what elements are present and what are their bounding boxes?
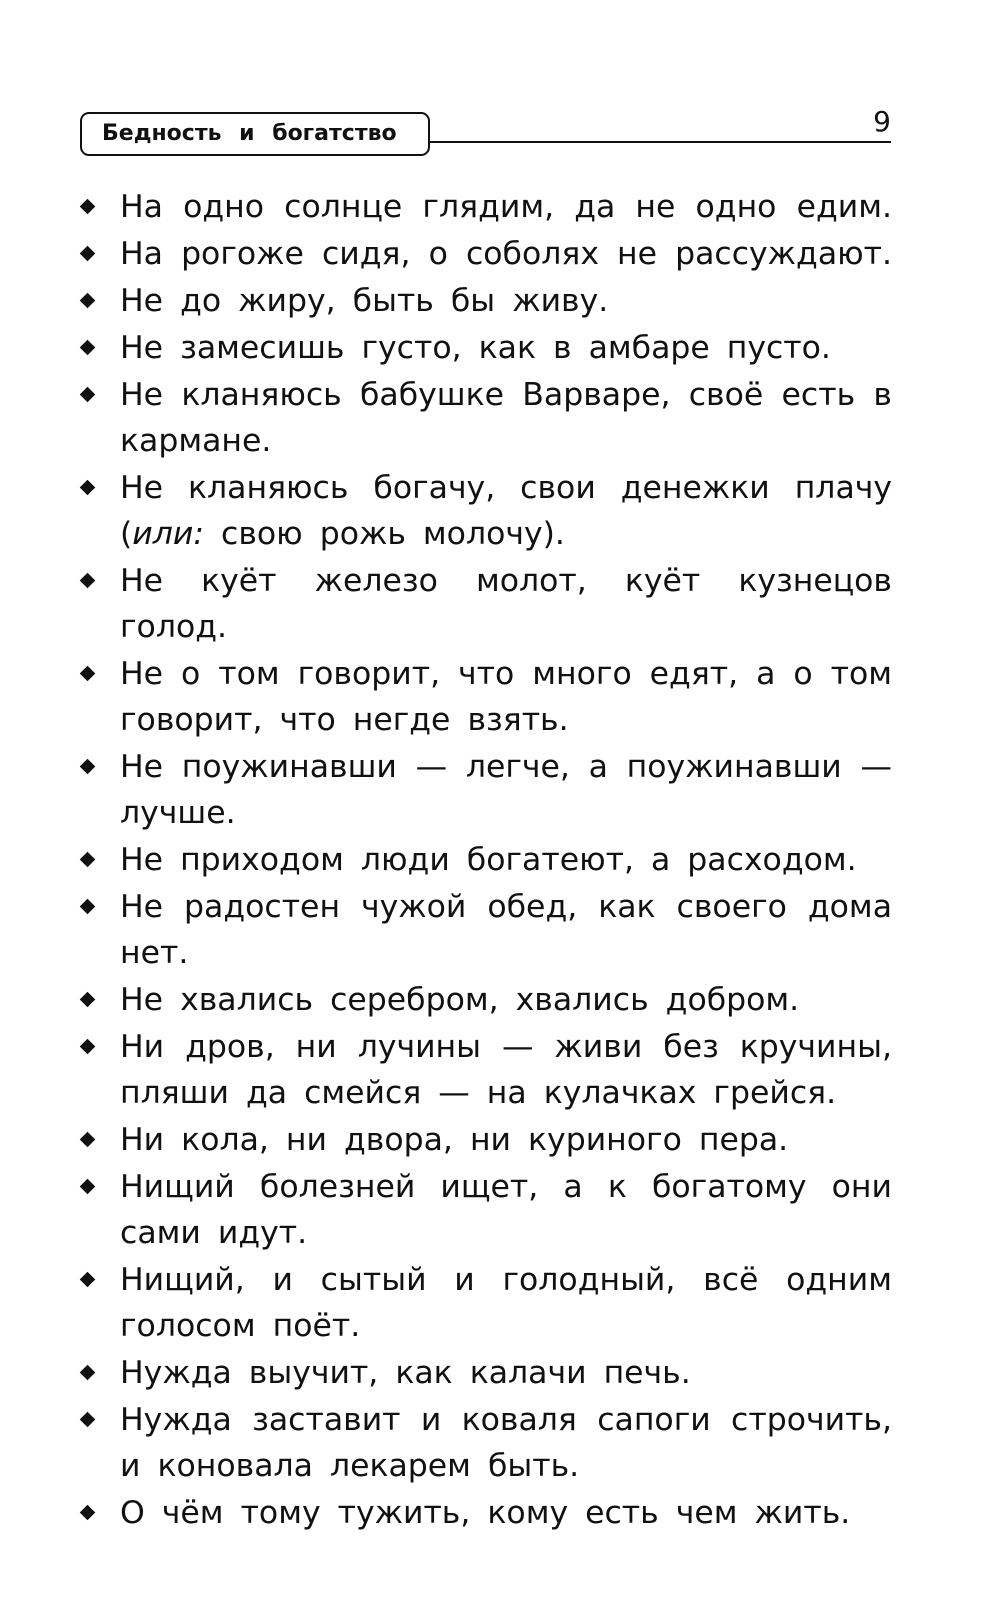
diamond-bullet-icon bbox=[80, 199, 96, 215]
proverb-text: Не хвались серебром, хвались добром. bbox=[120, 982, 800, 1018]
diamond-bullet-icon bbox=[80, 1039, 96, 1055]
diamond-bullet-icon bbox=[80, 899, 96, 915]
proverb-text: Нищий болезней ищет, а к богатому они сами идут. bbox=[120, 1169, 892, 1251]
proverb-text: О чём тому тужить, кому есть чем жить. bbox=[120, 1495, 851, 1531]
diamond-bullet-icon bbox=[80, 340, 96, 356]
section-title: Бедность и богатство bbox=[80, 112, 430, 156]
diamond-bullet-icon bbox=[80, 293, 96, 309]
proverb-alt-text: свою рожь молочу). bbox=[204, 516, 565, 552]
proverb-item bbox=[80, 372, 892, 464]
proverb-item bbox=[80, 651, 892, 743]
proverb-text: На одно солнце глядим, да не одно едим. bbox=[120, 189, 892, 225]
diamond-bullet-icon bbox=[80, 992, 96, 1008]
proverb-item bbox=[80, 231, 892, 277]
proverb-text: Нужда заставит и коваля сапоги строчить, и коновала лекарем быть. bbox=[120, 1402, 892, 1484]
proverb-text: Не куёт железо молот, куёт кузнецов голод. bbox=[120, 563, 892, 645]
proverb-item bbox=[80, 1257, 892, 1349]
proverb-alt-label: или: bbox=[132, 516, 204, 552]
proverb-text: На рогоже сидя, о соболях не рассуждают. bbox=[120, 236, 892, 272]
proverb-item bbox=[80, 1024, 892, 1116]
proverb-item bbox=[80, 278, 892, 324]
diamond-bullet-icon bbox=[80, 1132, 96, 1148]
diamond-bullet-icon bbox=[80, 480, 96, 496]
proverb-item bbox=[80, 1117, 892, 1163]
proverb-text: Не замесишь густо, как в амбаре пусто. bbox=[120, 330, 831, 366]
proverb-item bbox=[80, 1350, 892, 1396]
proverb-item bbox=[80, 465, 892, 557]
proverb-item bbox=[80, 1164, 892, 1256]
proverb-item bbox=[80, 744, 892, 836]
proverb-text: Не до жиру, быть бы живу. bbox=[120, 283, 609, 319]
diamond-bullet-icon bbox=[80, 759, 96, 775]
proverb-text: Не кланяюсь бабушке Варваре, своё есть в кармане. bbox=[120, 377, 892, 459]
proverb-text: Не кланяюсь богачу, свои денежки плачу bbox=[120, 470, 892, 506]
proverb-item bbox=[80, 1397, 892, 1489]
diamond-bullet-icon bbox=[80, 1365, 96, 1381]
proverb-text: Ни дров, ни лучины — живи без кручины, пляши да смейся — на кулачках грейся. bbox=[120, 1029, 892, 1111]
diamond-bullet-icon bbox=[80, 666, 96, 682]
diamond-bullet-icon bbox=[80, 246, 96, 262]
diamond-bullet-icon bbox=[80, 852, 96, 868]
proverb-text: Нищий, и сытый и голодный, всё одним голосом поёт. bbox=[120, 1262, 892, 1344]
diamond-bullet-icon bbox=[80, 1272, 96, 1288]
diamond-bullet-icon bbox=[80, 573, 96, 589]
diamond-bullet-icon bbox=[80, 1179, 96, 1195]
proverb-text: Нужда выучит, как калачи печь. bbox=[120, 1355, 691, 1391]
proverb-item bbox=[80, 558, 892, 650]
proverb-item bbox=[80, 884, 892, 976]
running-header bbox=[80, 105, 891, 160]
page-number: 9 bbox=[873, 105, 891, 138]
proverb-text: Не радостен чужой обед, как своего дома нет. bbox=[120, 889, 892, 971]
proverb-alt-open: ( bbox=[120, 516, 133, 552]
diamond-bullet-icon bbox=[80, 1412, 96, 1428]
proverb-text: Не о том говорит, что много едят, а о том говорит, что негде взять. bbox=[120, 656, 892, 738]
proverb-item bbox=[80, 1490, 892, 1536]
proverb-text: Не приходом люди богатеют, а расходом. bbox=[120, 842, 857, 878]
header-rule bbox=[430, 141, 891, 143]
diamond-bullet-icon bbox=[80, 1505, 96, 1521]
proverb-list bbox=[80, 184, 892, 1537]
proverb-item bbox=[80, 837, 892, 883]
diamond-bullet-icon bbox=[80, 387, 96, 403]
proverb-text: Не поужинавши — легче, а поужинавши — лучше. bbox=[120, 749, 892, 831]
proverb-text: Ни кола, ни двора, ни куриного пера. bbox=[120, 1122, 789, 1158]
proverb-item bbox=[80, 977, 892, 1023]
proverb-item bbox=[80, 184, 892, 230]
proverb-item bbox=[80, 325, 892, 371]
